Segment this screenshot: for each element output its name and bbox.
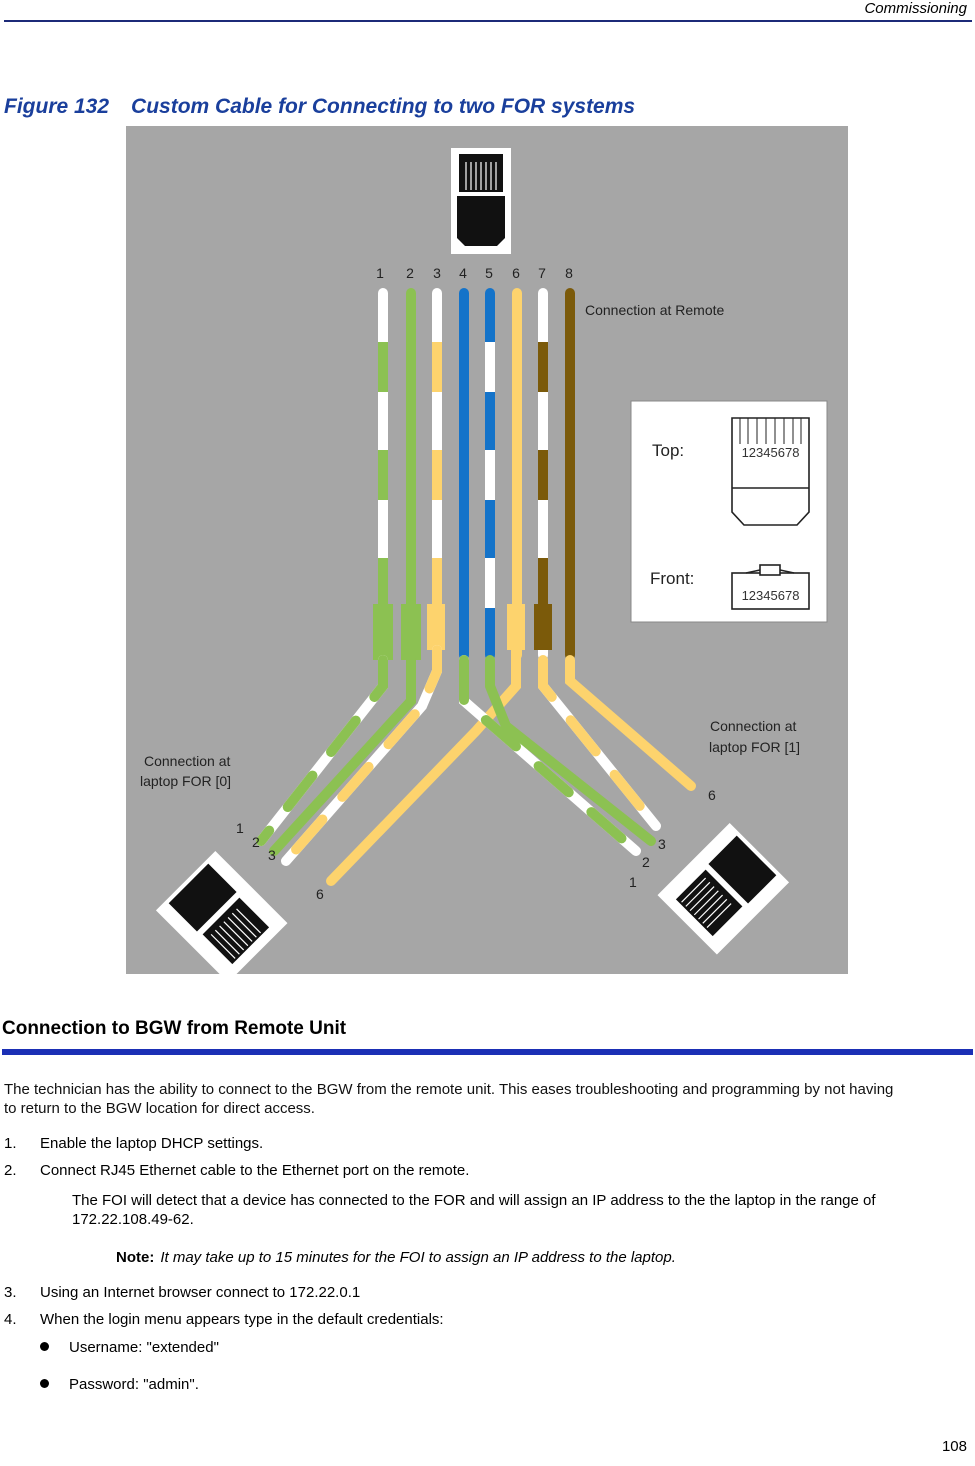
step-2	[4, 1162, 469, 1179]
step-text: Enable the laptop DHCP settings.	[40, 1135, 264, 1152]
step-text: When the login menu appears type in the default credentials:	[40, 1311, 444, 1328]
bullet-text: Username: "extended"	[69, 1339, 219, 1356]
label-remote: Connection at Remote	[585, 302, 725, 318]
inset-front-label: Front:	[650, 569, 695, 588]
remote-pin-7: 7	[538, 265, 546, 281]
for1-pin-2: 2	[642, 854, 650, 870]
step-1	[4, 1135, 263, 1152]
inset-top-pins: 12345678	[741, 445, 800, 460]
cable-diagram	[126, 126, 848, 974]
for0-pin-3: 3	[268, 847, 276, 863]
label-for0-line1: Connection at	[144, 753, 231, 769]
step-number: 1.	[4, 1135, 17, 1152]
step-2-detail: The FOI will detect that a device has connected to the FOR and will assign an IP address to the the laptop in the range of 172.22.108.49-62.	[72, 1192, 876, 1228]
for1-pin-3: 3	[658, 836, 666, 852]
figure-title: Custom Cable for Connecting to two FOR systems	[131, 95, 636, 118]
bullet-password	[40, 1376, 199, 1393]
remote-pin-6: 6	[512, 265, 520, 281]
for0-pin-6: 6	[316, 886, 324, 902]
step-number: 2.	[4, 1162, 17, 1179]
for1-pin-6: 6	[708, 787, 716, 803]
remote-pin-5: 5	[485, 265, 493, 281]
bullet-icon	[40, 1342, 49, 1351]
step-text: Using an Internet browser connect to 172.22.0.1	[40, 1284, 361, 1301]
remote-pin-4: 4	[459, 265, 467, 281]
note-text: It may take up to 15 minutes for the FOI to assign an IP address to the laptop.	[160, 1249, 676, 1266]
wire-8	[565, 288, 575, 660]
label-for0-line2: laptop FOR [0]	[140, 773, 232, 789]
header-rule	[4, 20, 972, 22]
running-header: Commissioning	[864, 0, 967, 17]
section-heading: Connection to BGW from Remote Unit	[2, 1018, 347, 1039]
intro-paragraph: The technician has the ability to connect to the BGW from the remote unit. This eases troubleshooting and programming by not having to return to the BGW location for direct access.	[4, 1081, 894, 1117]
figure-number: Figure 132	[4, 95, 110, 118]
step-3	[4, 1284, 360, 1301]
bullet-username	[40, 1339, 219, 1356]
inset-top-label: Top:	[652, 441, 685, 460]
note-label: Note:	[116, 1249, 155, 1266]
wire-4	[459, 288, 469, 660]
inset-front-pins: 12345678	[741, 588, 800, 603]
rj45-plug-remote-icon	[451, 148, 511, 254]
bullet-text: Password: "admin".	[69, 1376, 199, 1393]
label-for1-line2: laptop FOR [1]	[709, 739, 801, 755]
section-rule	[2, 1049, 973, 1055]
page-number: 108	[941, 1438, 967, 1455]
pinout-inset	[631, 401, 827, 622]
step-number: 3.	[4, 1284, 17, 1301]
remote-pin-3: 3	[433, 265, 441, 281]
remote-pin-8: 8	[565, 265, 573, 281]
remote-pin-1: 1	[376, 265, 384, 281]
for1-pin-1: 1	[629, 874, 637, 890]
for0-pin-2: 2	[252, 834, 260, 850]
wire-5	[485, 288, 495, 660]
step-text: Connect RJ45 Ethernet cable to the Ethernet port on the remote.	[40, 1162, 470, 1179]
note	[116, 1249, 676, 1266]
figure-caption	[4, 95, 635, 119]
step-4	[4, 1311, 444, 1328]
step-number: 4.	[4, 1311, 17, 1328]
remote-pin-2: 2	[406, 265, 414, 281]
bullet-icon	[40, 1379, 49, 1388]
for0-pin-1: 1	[236, 820, 244, 836]
label-for1-line1: Connection at	[710, 718, 797, 734]
